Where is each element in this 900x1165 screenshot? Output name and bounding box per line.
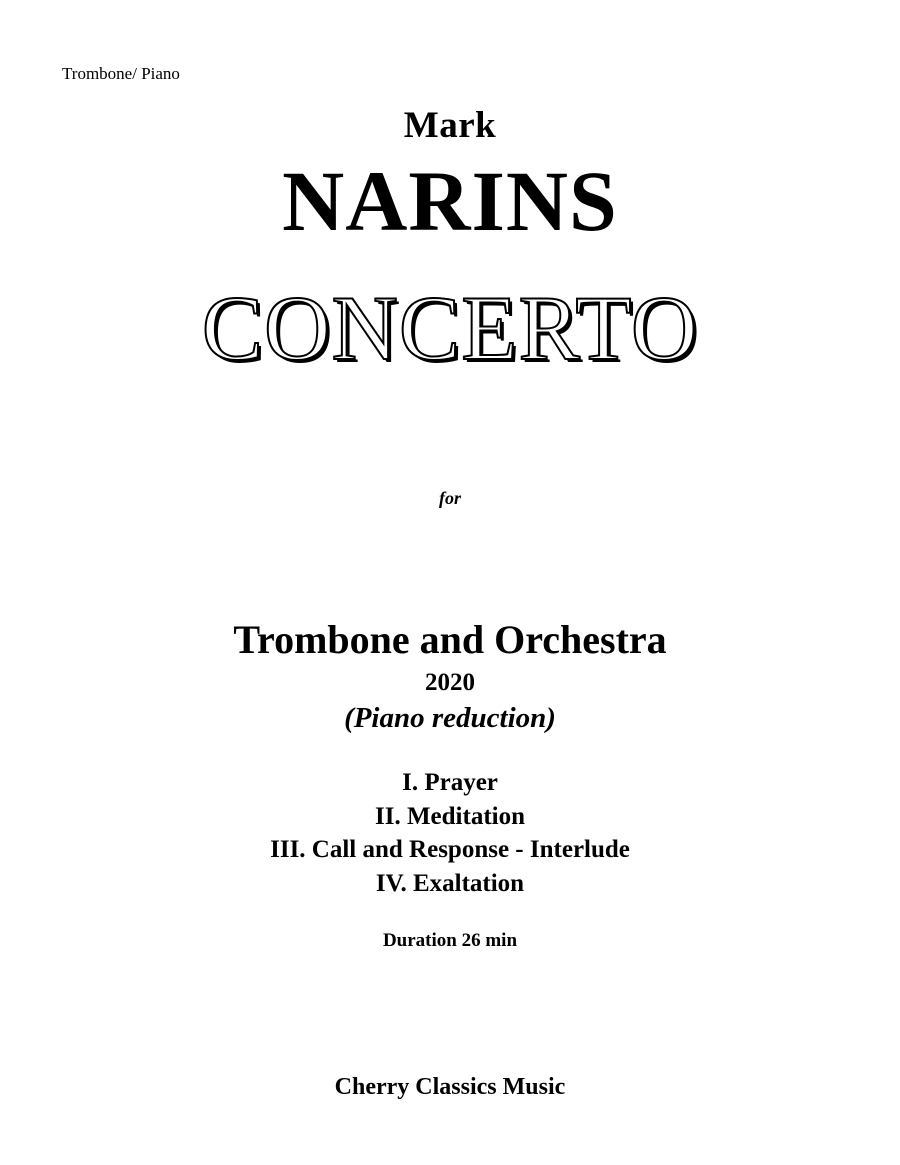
publisher-name: Cherry Classics Music: [334, 1074, 566, 1100]
composer-first-name: Mark: [403, 105, 497, 146]
movement-item: III. Call and Response - Interlude: [270, 836, 630, 863]
edition-label: (Piano reduction): [344, 702, 556, 734]
ensemble-label: Trombone and Orchestra: [233, 617, 667, 662]
composition-year: 2020: [425, 669, 475, 696]
duration-label: Duration 26 min: [382, 930, 518, 951]
composer-last-name: NARINS: [282, 153, 618, 249]
movement-item: I. Prayer: [402, 769, 498, 796]
instrumentation-label: Trombone/ Piano: [62, 64, 180, 83]
movement-item: II. Meditation: [375, 802, 525, 830]
movement-list: [0, 766, 900, 900]
work-title: CONCERTO: [201, 277, 699, 379]
movement-item: IV. Exaltation: [375, 869, 525, 897]
for-label: for: [439, 488, 461, 508]
